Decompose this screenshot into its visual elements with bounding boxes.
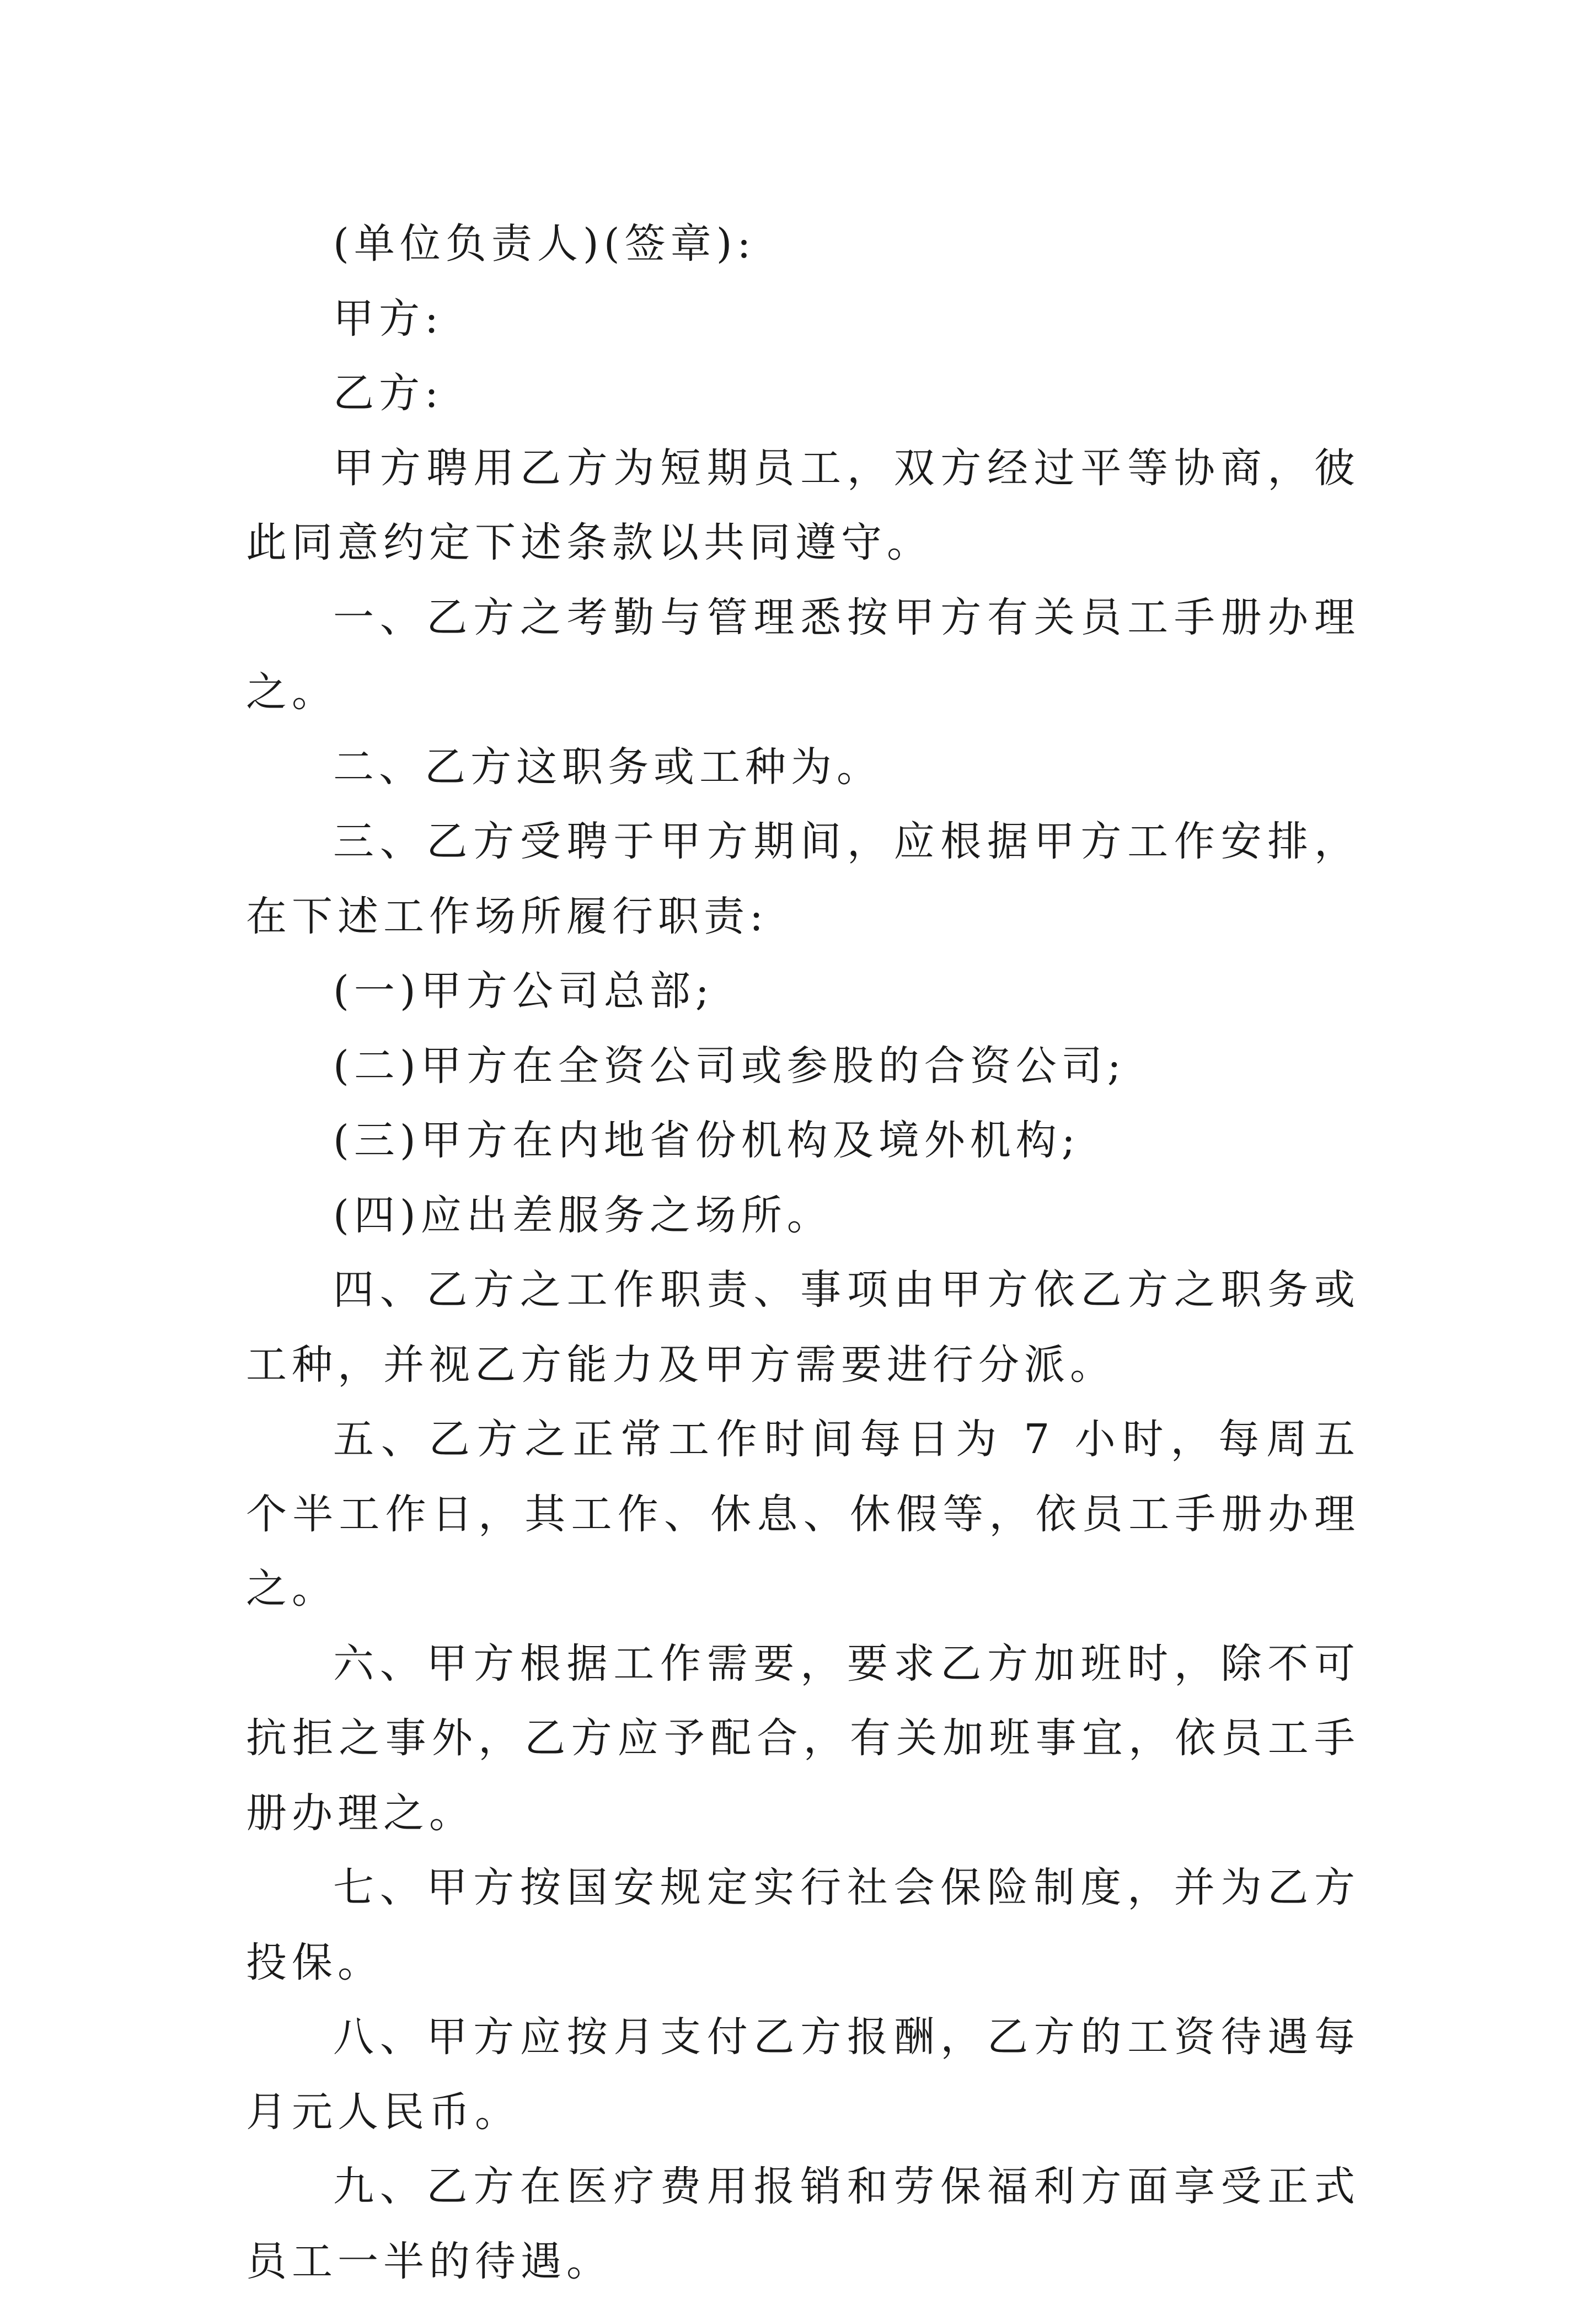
clause-1: 一、乙方之考勤与管理悉按甲方有关员工手册办理之。 [246, 593, 1360, 716]
clause-5: 五、乙方之正常工作时间每日为 7 小时，每周五个半工作日，其工作、休息、休假等，依员工手册办理之。 [246, 1416, 1360, 1612]
clause-3-item-2: (二)甲方在全资公司或参股的合资公司; [333, 1042, 1126, 1090]
clause-2: 二、乙方这职务或工种为。 [333, 743, 882, 791]
clause-9: 九、乙方在医疗费用报销和劳保福利方面享受正式员工一半的待遇。 [246, 2163, 1360, 2285]
preamble-paragraph: 甲方聘用乙方为短期员工，双方经过平等协商，彼此同意约定下述条款以共同遵守。 [246, 444, 1360, 566]
clause-6: 六、甲方根据工作需要，要求乙方加班时，除不可抗拒之事外，乙方应予配合，有关加班事宜，依员工手册办理之。 [246, 1639, 1360, 1837]
clause-8: 八、甲方应按月支付乙方报酬，乙方的工资待遇每月元人民币。 [246, 2013, 1360, 2136]
clause-3-item-4: (四)应出差服务之场所。 [333, 1191, 833, 1239]
document-body [246, 207, 1360, 2299]
party-a-line: 甲方: [333, 294, 443, 342]
clause-3-item-3: (三)甲方在内地省份机构及境外机构; [333, 1117, 1080, 1164]
clause-4: 四、乙方之工作职责、事项由甲方依乙方之职务或工种，并视乙方能力及甲方需要进行分派。 [246, 1266, 1360, 1389]
clause-3: 三、乙方受聘于甲方期间，应根据甲方工作安排，在下述工作场所履行职责: [246, 818, 1360, 940]
party-b-line: 乙方: [333, 369, 443, 417]
signature-line: (单位负责人)(签章): [333, 220, 756, 267]
clause-7: 七、甲方按国安规定实行社会保险制度，并为乙方投保。 [246, 1864, 1360, 1986]
clause-3-item-1: (一)甲方公司总部; [333, 967, 714, 1015]
